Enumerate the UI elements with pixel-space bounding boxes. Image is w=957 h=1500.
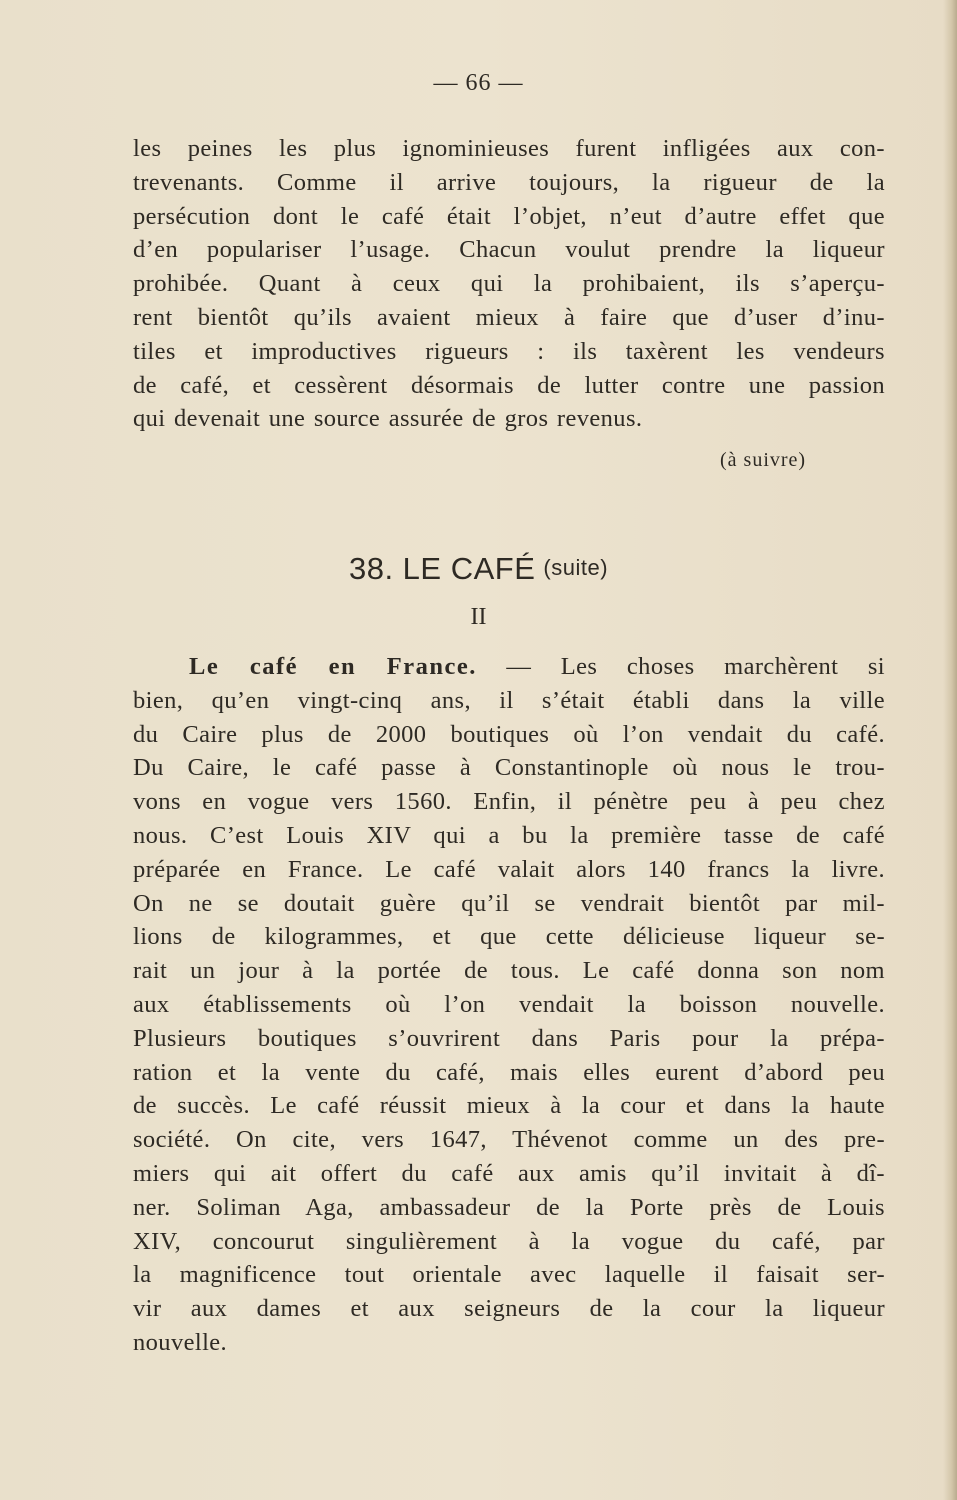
page-edge [943,0,957,1500]
page-number: — 66 — [433,70,524,96]
text-line: d’en populariser l’usage. Chacun voulut prendre la liqueur [133,236,885,264]
text-line-with-subheading [133,650,885,684]
text-line: prohibée. Quant à ceux qui la prohibaient, ils s’aperçu- [133,270,885,298]
chapter-title-text: 38. LE CAFÉ [348,551,536,586]
text-line: On ne se doutait guère qu’il se vendrait bientôt par mil- [133,889,885,917]
text-line: rent bientôt qu’ils avaient mieux à faire que d’user d’inu- [133,303,885,331]
text-line: de café, et cessèrent désormais de lutter contre une passion [133,371,885,399]
text-line: ration et la vente du café, mais elles eurent d’abord peu [133,1058,885,1086]
text-line: la magnificence tout orientale avec laquelle il faisait ser- [133,1261,885,1289]
text-line: trevenants. Comme il arrive toujours, la rigueur de la [133,168,885,196]
text-line: vons en vogue vers 1560. Enfin, il pénètre peu à peu chez [133,788,885,816]
text-line: tiles et improductives rigueurs : ils taxèrent les vendeurs [133,337,885,365]
text-line: vir aux dames et aux seigneurs de la cour la liqueur [133,1295,885,1323]
text-line: de succès. Le café réussit mieux à la cour et dans la haute [133,1092,885,1120]
text-line: qui devenait une source assurée de gros revenus. [133,405,643,433]
text-line: aux établissements où l’on vendait la boisson nouvelle. [133,990,885,1018]
text-line: persécution dont le café était l’objet, n’eut d’autre effet que [133,202,885,230]
text-line: les peines les plus ignominieuses furent infligées aux con- [133,135,885,162]
chapter-title [0,551,957,587]
text-line: nous. C’est Louis XIV qui a bu la première tasse de café [133,821,885,849]
chapter-title-suffix: (suite) [543,555,609,580]
text-line: rait un jour à la portée de tous. Le café donna son nom [133,957,885,985]
text-line: Plusieurs boutiques s’ouvrirent dans Paris pour la prépa- [133,1024,885,1052]
text-line: lions de kilogrammes, et que cette délicieuse liqueur se- [133,923,885,951]
text-line: bien, qu’en vingt-cinq ans, il s’était établi dans la ville [133,686,885,714]
to-be-continued-note: (à suivre) [720,449,807,471]
paragraph-main [133,650,885,1360]
text-line-rest: — Les choses marchèrent si [476,653,885,680]
section-number: II [470,604,487,630]
text-line: société. On cite, vers 1647, Thévenot comme un des pre- [133,1126,885,1154]
text-line: Du Caire, le café passe à Constantinople où nous le trou- [133,754,885,782]
paragraph-continued [133,132,885,436]
text-line: ner. Soliman Aga, ambassadeur de la Porte près de Louis [133,1193,885,1221]
text-line: du Caire plus de 2000 boutiques où l’on vendait du café. [133,720,885,748]
text-line: préparée en France. Le café valait alors 140 francs la livre. [133,855,885,883]
text-line: XIV, concourut singulièrement à la vogue du café, par [133,1227,885,1255]
text-line: miers qui ait offert du café aux amis qu’il invitait à dî- [133,1159,885,1187]
subheading: Le café en France. [189,653,477,680]
text-line: nouvelle. [133,1328,228,1356]
